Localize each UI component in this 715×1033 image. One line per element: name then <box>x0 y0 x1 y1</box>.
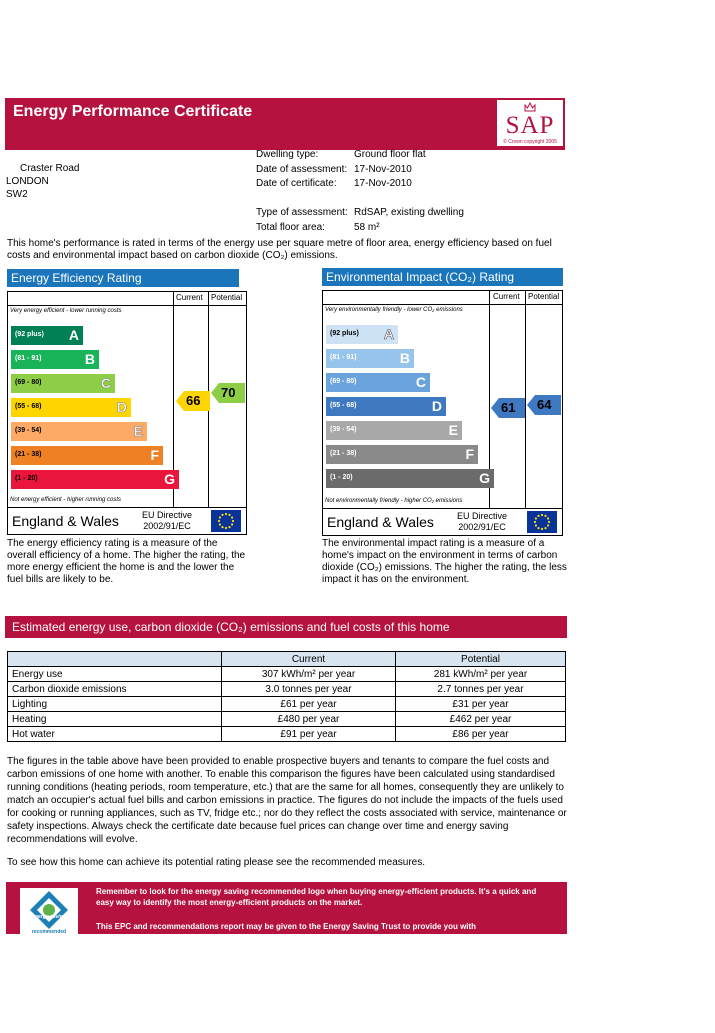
rating-value: 61 <box>501 400 516 415</box>
eu-directive-code: 2002/91/EC <box>458 522 506 532</box>
row-label: Heating <box>8 712 222 727</box>
header-blank <box>8 652 222 667</box>
table-row <box>8 727 566 742</box>
band-letter: F <box>465 446 474 462</box>
header-current: Current <box>222 652 396 667</box>
band-range: (92 plus) <box>15 331 44 338</box>
potential-header: Potential <box>211 293 243 302</box>
current-rating-pointer <box>176 391 210 411</box>
band-letter: D <box>431 398 442 414</box>
current-rating-pointer <box>491 398 525 418</box>
band-letter: G <box>164 471 175 487</box>
country-label: England & Wales <box>12 513 119 529</box>
bottom-text-2: This EPC and recommendations report may be given to the Energy Saving Trust to provide you with <box>96 922 477 931</box>
rating-band-b <box>11 350 99 369</box>
row-potential: 2.7 tonnes per year <box>396 682 566 697</box>
band-range: (21 - 38) <box>330 450 357 457</box>
rating-value: 66 <box>186 393 201 408</box>
potential-header: Potential <box>528 292 560 301</box>
environment-description: The environmental impact rating is a measure of a home's impact on the environment in terms of carbon dioxide (CO₂) emissions. The higher the rating, the less impact it has on the environment. <box>322 538 567 585</box>
rating-band-e <box>11 422 147 441</box>
detail-label: Type of assessment: <box>256 207 348 218</box>
eu-directive <box>142 510 192 532</box>
rating-band-b <box>326 349 414 368</box>
band-letter: A <box>383 326 394 342</box>
band-range: (92 plus) <box>330 330 359 337</box>
estimates-table <box>7 651 566 742</box>
band-letter: E <box>133 423 143 439</box>
detail-label: Total floor area: <box>256 221 325 233</box>
eu-directive-label: EU Directive <box>457 511 508 521</box>
band-letter: E <box>448 422 458 438</box>
rating-band-a <box>11 326 83 345</box>
logo-text-1: energy saving <box>32 914 66 920</box>
eu-flag-icon <box>211 510 241 532</box>
table-row <box>8 682 566 697</box>
environment-title: Environmental Impact (CO₂) Rating <box>322 268 563 286</box>
band-range: (21 - 38) <box>15 451 42 458</box>
row-current: £91 per year <box>222 727 396 742</box>
efficiency-description: The energy efficiency rating is a measure of the overall efficiency of a home. The higher the rating, the more energy efficient the home is and the lower the fuel bills are likely to be. <box>7 538 246 585</box>
band-range: (55 - 68) <box>330 402 357 409</box>
dwelling-details <box>256 148 426 192</box>
row-potential: £462 per year <box>396 712 566 727</box>
band-letter: G <box>479 470 490 486</box>
rating-band-d <box>326 397 446 416</box>
band-letter: B <box>399 350 410 366</box>
row-potential: £86 per year <box>396 727 566 742</box>
band-range: (1 - 20) <box>330 474 353 481</box>
band-letter: D <box>116 399 127 415</box>
band-letter: A <box>68 327 79 343</box>
header-bar <box>5 98 565 150</box>
current-header: Current <box>176 293 203 302</box>
detail-value: 58 m² <box>354 221 380 233</box>
table-header-row <box>8 652 566 667</box>
header-potential: Potential <box>396 652 566 667</box>
rating-band-f <box>11 446 163 465</box>
page-title: Energy Performance Certificate <box>13 103 253 120</box>
band-range: (69 - 80) <box>15 379 42 386</box>
row-label: Carbon dioxide emissions <box>8 682 222 697</box>
top-note: Very environmentally friendly - lower CO₂ emissions <box>325 307 463 313</box>
rating-band-d <box>11 398 131 417</box>
logo-text-2: recommended <box>31 929 67 935</box>
row-label: Hot water <box>8 727 222 742</box>
eu-directive-label: EU Directive <box>142 510 193 520</box>
detail-value: RdSAP, existing dwelling <box>354 207 464 218</box>
environment-chart <box>322 290 563 536</box>
explanation-paragraph: The figures in the table above have been provided to enable prospective buyers and tenants to compare the fuel costs and carbon emissions of one home with another. To enable this comparison the figures have been calculated using standardised running conditions (heating periods, room temperature, etc.) that are the same for all homes, consequently they are unlikely to match an occupier's actual fuel bills and carbon emissions in practice. The figures do not include the impacts of the fuels used for cooking or running appliances, such as TV, fridge etc.; nor do they reflect the costs associated with service, maintenance or safety inspections. Always check the certificate date because fuel prices can change over time and energy saving recommendations will evolve. <box>7 756 567 845</box>
band-range: (69 - 80) <box>330 378 357 385</box>
rating-value: 70 <box>221 385 236 400</box>
band-range: (1 - 20) <box>15 475 38 482</box>
detail-value: Ground floor flat <box>354 149 426 160</box>
band-letter: C <box>100 375 111 391</box>
recommendation-paragraph: To see how this home can achieve its potential rating please see the recommended measures. <box>7 857 426 868</box>
table-row <box>8 667 566 682</box>
band-range: (81 - 91) <box>15 355 42 362</box>
band-range: (39 - 54) <box>330 426 357 433</box>
address-line: Craster Road <box>20 163 80 174</box>
potential-rating-pointer <box>527 395 561 415</box>
sap-logo <box>497 100 563 146</box>
row-label: Lighting <box>8 697 222 712</box>
detail-label: Dwelling type: <box>256 149 319 160</box>
row-label: Energy use <box>8 667 222 682</box>
rating-band-a <box>326 325 398 344</box>
rating-band-c <box>326 373 430 392</box>
intro-text: This home's performance is rated in terms of the energy use per square metre of floor area, energy efficiency based on fuel costs and environmental impact based on carbon dioxide (CO₂) emissions. <box>7 238 552 261</box>
eu-directive <box>457 511 507 533</box>
table-row <box>8 697 566 712</box>
top-note: Very energy efficient - lower running costs <box>10 308 122 314</box>
detail-label: Date of assessment: <box>256 163 348 175</box>
rating-band-g <box>11 470 179 489</box>
current-header: Current <box>493 292 520 301</box>
rating-band-f <box>326 445 478 464</box>
detail-value: 17-Nov-2010 <box>354 163 412 175</box>
band-letter: B <box>84 351 95 367</box>
bottom-note: Not energy efficient - higher running costs <box>10 497 122 503</box>
row-current: £61 per year <box>222 697 396 712</box>
table-row <box>8 712 566 727</box>
band-letter: F <box>150 447 159 463</box>
row-current: 307 kWh/m² per year <box>222 667 396 682</box>
efficiency-chart <box>7 291 247 535</box>
rating-band-e <box>326 421 462 440</box>
energy-saving-icon <box>20 888 78 934</box>
address-block <box>6 162 80 201</box>
row-current: £480 per year <box>222 712 396 727</box>
assessment-details <box>256 206 464 235</box>
rating-band-c <box>11 374 115 393</box>
eu-directive-code: 2002/91/EC <box>143 521 191 531</box>
rating-band-g <box>326 469 494 488</box>
crown-icon <box>524 102 536 112</box>
rating-value: 64 <box>537 397 552 412</box>
band-letter: C <box>415 374 426 390</box>
row-potential: 281 kWh/m² per year <box>396 667 566 682</box>
row-potential: £31 per year <box>396 697 566 712</box>
address-line: LONDON <box>6 176 49 187</box>
efficiency-title: Energy Efficiency Rating <box>7 269 239 287</box>
bottom-text-1: Remember to look for the energy saving recommended logo when buying energy-efficient products. It's a quick and easy way to identify the most energy-efficient products on the market. <box>96 887 537 907</box>
eu-flag-icon <box>527 511 557 533</box>
address-line: SW2 <box>6 189 28 200</box>
detail-value: 17-Nov-2010 <box>354 178 412 189</box>
band-range: (55 - 68) <box>15 403 42 410</box>
bottom-note: Not environmentally friendly - higher CO₂ emissions <box>325 498 463 504</box>
band-range: (81 - 91) <box>330 354 357 361</box>
estimates-title: Estimated energy use, carbon dioxide (CO₂) emissions and fuel costs of this home <box>5 616 567 638</box>
country-label: England & Wales <box>327 514 434 530</box>
row-current: 3.0 tonnes per year <box>222 682 396 697</box>
energy-saving-logo <box>20 888 78 934</box>
bottom-bar <box>6 882 567 934</box>
potential-rating-pointer <box>211 383 245 403</box>
band-range: (39 - 54) <box>15 427 42 434</box>
detail-label: Date of certificate: <box>256 178 337 189</box>
sap-logo-letters: SAP <box>505 112 555 139</box>
sap-copyright: © Crown copyright 2005 <box>503 139 557 145</box>
